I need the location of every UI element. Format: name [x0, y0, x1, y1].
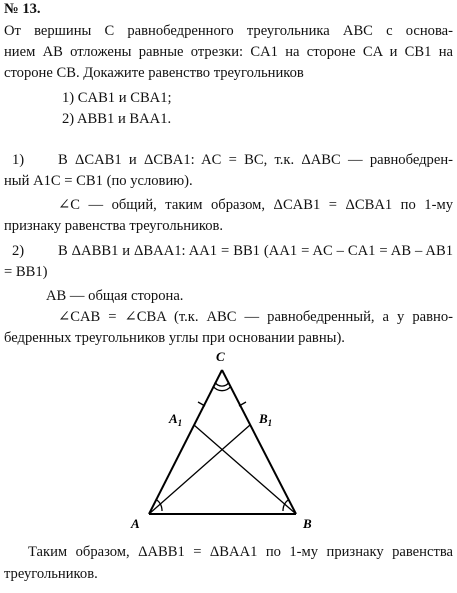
side-cb — [222, 370, 296, 514]
solution-part2-number: 2) — [12, 243, 25, 259]
segment-ab1 — [149, 425, 250, 514]
label-a: A — [131, 516, 140, 531]
conclusion-line-2: треугольников. — [4, 566, 98, 582]
solution-part1-line-4: признаку равенства треугольников. — [4, 218, 224, 234]
solution-part2-line-2: = BB1) — [4, 264, 48, 280]
problem-number: № 13. — [4, 1, 41, 17]
solution-part2-line-3: AB — общая сторона. — [46, 288, 184, 304]
label-b: B — [303, 516, 312, 531]
problem-text-line-2: нием AB отложены равные отрезки: CA1 на стороне CA и CB1 на — [4, 44, 453, 60]
solution-part1-line-3: ∠C — общий, таким образом, ΔCAB1 = ΔCBA1 по 1-му — [58, 197, 453, 213]
label-a1: $A_1$ — [169, 411, 183, 428]
label-b1: $B_1$ — [259, 411, 273, 428]
segment-ba1 — [194, 425, 296, 514]
angle-c-arc-2 — [215, 382, 229, 386]
solution-part2-line-4: ∠CAB = ∠CBA (т.к. ABC — равнобедренный, а у равно- — [58, 309, 453, 325]
solution-part1-number: 1) — [12, 152, 25, 168]
problem-item-2: 2) ABB1 и BAA1. — [62, 111, 172, 127]
label-c: C — [216, 349, 225, 364]
side-ca — [149, 370, 222, 514]
solution-part2-line-1: В ΔABB1 и ΔBAA1: AA1 = BB1 (AA1 = AC – CA1 = AB – AB1 — [58, 243, 453, 259]
problem-text-line-1: От вершины C равнобедренного треугольника ABC с основа- — [4, 23, 453, 39]
problem-text-line-3: стороне CB. Докажите равенство треугольников — [4, 65, 304, 81]
conclusion-line-1: Таким образом, ΔABB1 = ΔBAA1 по 1-му признаку равенства — [28, 544, 453, 560]
problem-item-1: 1) CAB1 и CBA1; — [62, 90, 172, 106]
solution-part1-line-2: ный A1C = CB1 (по условию). — [4, 173, 193, 189]
solution-part1-line-1: В ΔCAB1 и ΔCBA1: AC = BC, т.к. ΔABC — равнобедрен- — [58, 152, 453, 168]
solution-part2-line-5: бедренных треугольников углы при основании равны). — [4, 330, 345, 346]
